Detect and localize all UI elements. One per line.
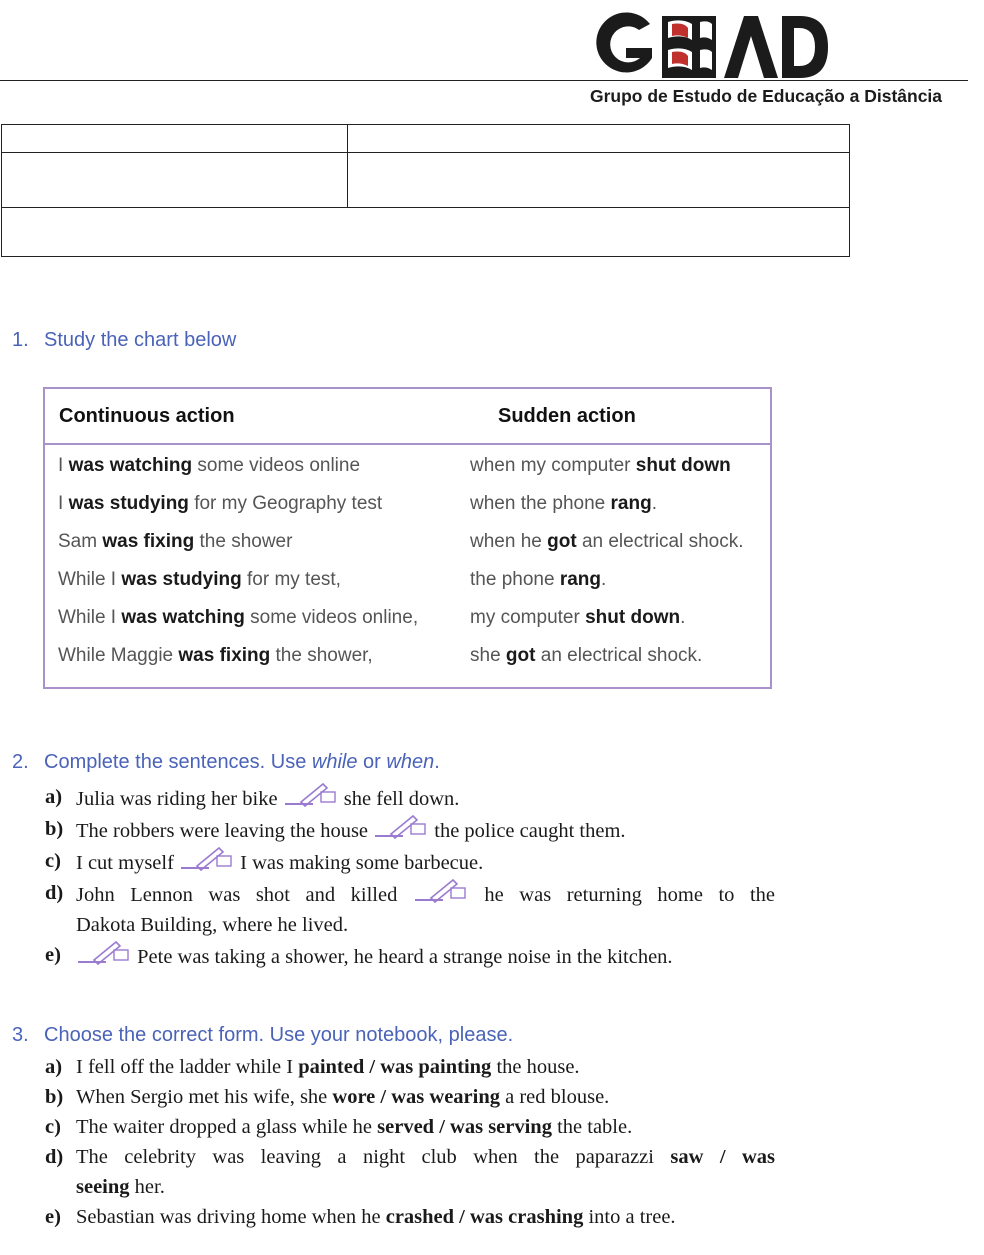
info-table-row [2,125,849,153]
list-item: c) I cut myself I was making some barbecue. [45,846,775,878]
section-number: 1. [12,329,29,351]
info-table-divider [347,125,348,207]
list-item: c) The waiter dropped a glass while he served / was serving the table. [45,1116,633,1138]
pencil-blank-icon[interactable] [413,878,469,904]
sudden-action: my computer shut down. [470,607,686,628]
grammar-chart [43,387,772,689]
pencil-blank-icon[interactable] [179,846,235,872]
chart-header [45,389,770,445]
continuous-action: Sam was fixing the shower [58,531,293,552]
continuous-action: While I was watching some videos online, [58,607,419,628]
continuous-action: While Maggie was fixing the shower, [58,645,373,666]
exercise-3-list [45,1052,775,1232]
section-1-heading [12,329,236,352]
chart-row [45,455,770,493]
list-item: b) When Sergio met his wife, she wore / was wearing a red blouse. [45,1086,610,1108]
chart-rows [45,455,770,683]
sudden-action: when the phone rang. [470,493,657,514]
continuous-action: I was watching some videos online [58,455,361,476]
list-item: e) Pete was taking a shower, he heard a strange noise in the kitchen. [45,940,775,972]
chart-col1-header: Continuous action [59,405,235,427]
continuous-action: I was studying for my Geography test [58,493,383,514]
list-item: d) The celebrity was leaving a night club when the paparazzi saw / was seeing her. [45,1146,775,1198]
gead-logo [592,10,832,84]
chart-row [45,645,770,683]
list-item: b) The robbers were leaving the house the police caught them. [45,814,775,846]
pencil-blank-icon[interactable] [283,782,339,808]
list-item: a) Julia was riding her bike she fell down. [45,782,775,814]
sudden-action: when he got an electrical shock. [470,531,744,552]
pencil-blank-icon[interactable] [373,814,429,840]
info-table-row [2,153,849,208]
pencil-blank-icon[interactable] [76,940,132,966]
sudden-action: the phone rang. [470,569,607,590]
list-item: e) Sebastian was driving home when he crashed / was crashing into a tree. [45,1206,676,1228]
logo-subtitle: Grupo de Estudo de Educação a Distância [590,86,943,106]
sudden-action: she got an electrical shock. [470,645,703,666]
section-title: Study the chart below [44,329,237,351]
list-item: d) John Lennon was shot and killed he was returning home to the Dakota Building, where he lived. [45,878,775,940]
continuous-action: While I was studying for my test, [58,569,341,590]
chart-row [45,531,770,569]
chart-row [45,493,770,531]
sudden-action: when my computer shut down [470,455,731,476]
section-2-heading: 2. Complete the sentences. Use while or when. [12,751,440,773]
chart-row [45,607,770,645]
chart-row [45,569,770,607]
student-info-table [1,124,850,257]
exercise-2-list [45,782,775,972]
list-item: a) I fell off the ladder while I painted / was painting the house. [45,1056,580,1078]
chart-col2-header: Sudden action [498,405,636,427]
section-3-heading: 3. Choose the correct form. Use your notebook, please. [12,1024,514,1046]
header-divider [0,80,968,81]
